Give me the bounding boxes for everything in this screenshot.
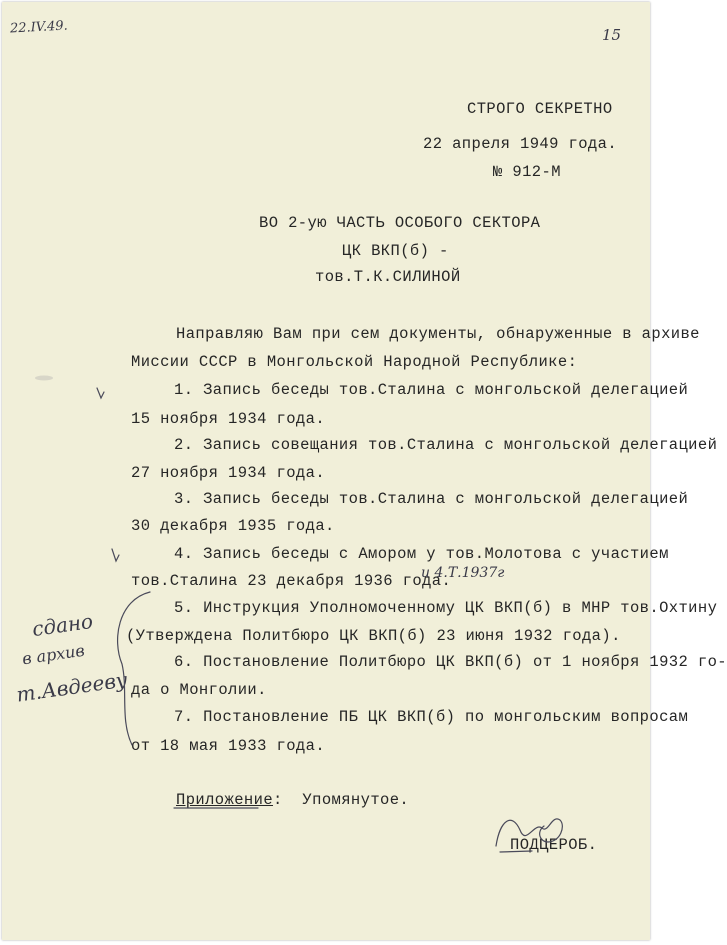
- attachment-value: Упомянутое.: [302, 791, 410, 809]
- intro-line-1: Направляю Вам при сем документы, обнаруженные в архиве: [176, 325, 700, 343]
- document-date: 22 апреля 1949 года.: [423, 135, 618, 153]
- document-page: [2, 2, 727, 940]
- list-item-line: 5. Инструкция Уполномоченному ЦК ВКП(б) в МНР тов.Охтину: [174, 599, 718, 617]
- list-item-line: от 18 мая 1933 года.: [131, 737, 326, 755]
- addressee-line-2: ЦК ВКП(б) -: [342, 242, 449, 260]
- list-item-line: 4. Запись беседы с Амором у тов.Молотова с участием: [174, 545, 669, 563]
- list-item-line: 27 ноября 1934 года.: [131, 464, 326, 482]
- list-item-line: 1. Запись беседы тов.Сталина с монгольской делегацией: [174, 381, 689, 399]
- signatory-name: ПОДЦЕРОБ.: [510, 836, 598, 854]
- margin-note-line-2: в архив: [20, 640, 86, 669]
- document-number: № 912-М: [493, 163, 561, 181]
- list-item-line: 30 декабря 1935 года.: [131, 517, 335, 535]
- addressee-line-1: ВО 2-ую ЧАСТЬ ОСОБОГО СЕКТОРА: [259, 214, 541, 232]
- list-item-line: 15 ноября 1934 года.: [131, 410, 326, 428]
- list-item-line: 3. Запись беседы тов.Сталина с монгольской делегацией: [174, 490, 689, 508]
- list-item-line: 6. Постановление Политбюро ЦК ВКП(б) от 1 ноября 1932 го-: [174, 653, 727, 671]
- margin-note-line-3: т.Авдееву: [14, 667, 129, 707]
- list-item-line: 2. Запись совещания тов.Сталина с монгольской делегацией: [174, 436, 718, 454]
- margin-note-line-1: сдано: [30, 608, 95, 642]
- list-item-line: тов.Сталина 23 декабря 1936 года.: [131, 572, 452, 590]
- addressee-line-3: тов.Т.К.СИЛИНОЙ: [315, 268, 461, 286]
- attachment-colon: :: [273, 791, 283, 809]
- intro-line-2: Миссии СССР в Монгольской Народной Республике:: [131, 353, 578, 371]
- attachment-line: [176, 793, 409, 809]
- corner-date-annotation: 22.IV.49.: [9, 18, 69, 37]
- list-item-line: 7. Постановление ПБ ЦК ВКП(б) по монгольским вопросам: [174, 708, 689, 726]
- list-item-line: да о Монголии.: [131, 681, 267, 699]
- item-4-handwritten-note: и 4.Т.1937г: [421, 565, 505, 581]
- classification-stamp: СТРОГО СЕКРЕТНО: [467, 100, 613, 118]
- page-number-annotation: 15: [602, 26, 622, 44]
- attachment-label: Приложение: [176, 791, 274, 809]
- list-item-line: (Утверждена Политбюро ЦК ВКП(б) 23 июня 1932 года).: [126, 627, 621, 645]
